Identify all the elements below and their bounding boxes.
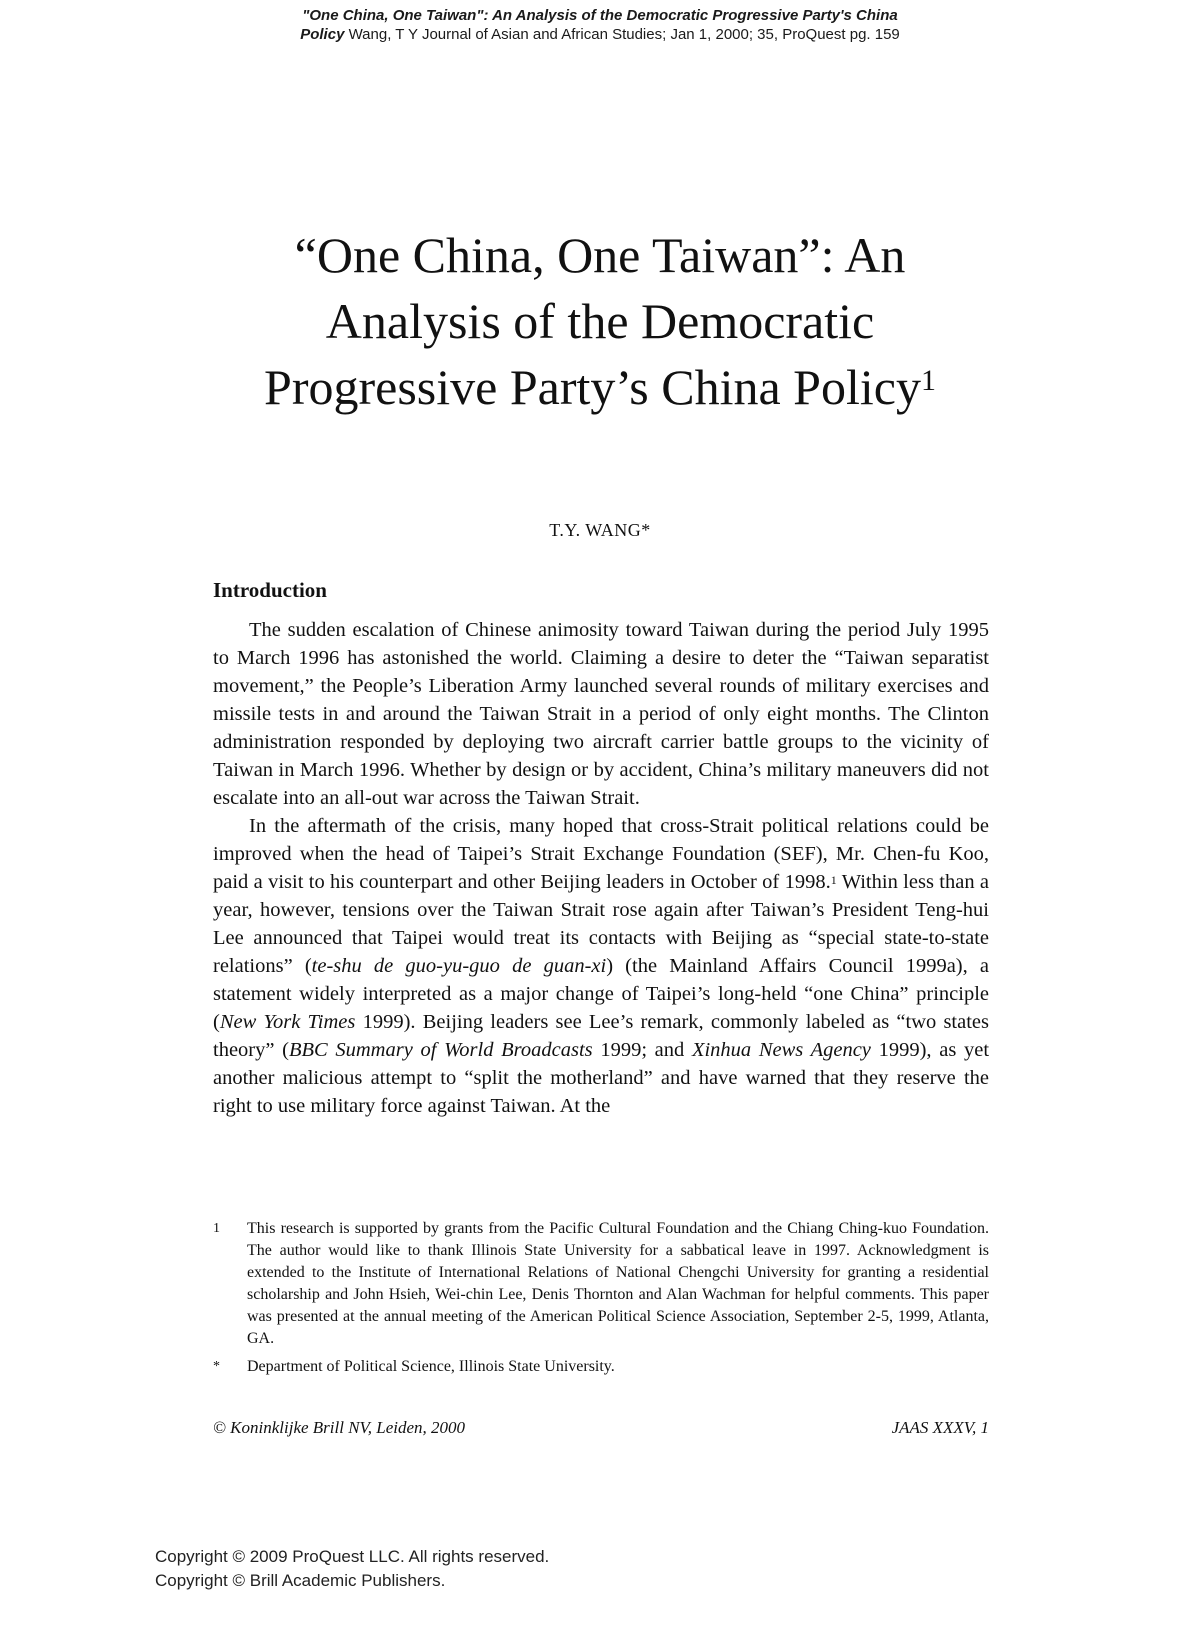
citation-header-source: Wang, T Y Journal of Asian and African Studies; Jan 1, 2000; 35, ProQuest pg. 159 xyxy=(344,26,900,43)
copyright-notice xyxy=(155,1545,549,1593)
journal-reference: JAAS XXXV, 1 xyxy=(891,1418,989,1437)
section-heading: Introduction xyxy=(213,578,327,602)
title-footnote-marker: 1 xyxy=(920,364,936,397)
footnote-1 xyxy=(213,1218,989,1350)
body-text xyxy=(213,616,989,1120)
title-line-1: “One China, One Taiwan”: An xyxy=(294,227,906,283)
copyright-line-2: Copyright © Brill Academic Publishers. xyxy=(155,1571,446,1590)
footnote-marker: 1 xyxy=(213,1221,220,1236)
citation-source: New York Times xyxy=(219,1011,356,1033)
paragraph-2-text: ) (the Mainland Affairs Council 1999a), a statement widely interpreted as a major change of Taipei’s long-held “one China” principle ( xyxy=(213,955,989,1033)
publisher-line: © Koninklijke Brill NV, Leiden, 2000 xyxy=(213,1418,466,1437)
title-line-3: Progressive Party’s China Policy xyxy=(264,359,921,415)
paragraph-2-text: In the aftermath of the crisis, many hoped that cross-Strait political relations could be improved when the head of Taipei’s Strait Exchange Foundation (SEF), Mr. Chen-fu Koo, paid a visit to his counterpart and other Beijing leaders in October of 1998. xyxy=(213,815,989,893)
citation-header-line1: "One China, One Taiwan": An Analysis of the Democratic Progressive Party's China xyxy=(302,7,898,24)
paragraph-2-text: 1999). Beijing leaders see Lee’s remark, commonly labeled as “two states theory” ( xyxy=(213,1011,989,1061)
title-line-2: Analysis of the Democratic xyxy=(325,293,875,349)
paragraph-2-text: 1999), as yet another malicious attempt to “split the motherland” and have warned that they reserve the right to use military force against Taiwan. At the xyxy=(213,1039,990,1117)
copyright-line-1: Copyright © 2009 ProQuest LLC. All rights reserved. xyxy=(155,1547,550,1566)
paragraph-2-text: 1999; and xyxy=(592,1039,692,1061)
author-name: T.Y. WANG* xyxy=(549,520,651,540)
paragraph-2-text: Within less than a year, however, tensions over the Taiwan Strait rose again after Taiwan’s President Teng-hui Lee announced that Taipei would treat its contacts with Beijing as “special state-to-state relations” ( xyxy=(213,871,990,977)
citation-source: Xinhua News Agency xyxy=(691,1039,871,1061)
article-title xyxy=(200,222,1000,420)
footnote-author xyxy=(213,1356,989,1378)
citation-header xyxy=(0,6,1200,44)
citation-header-title-end: Policy xyxy=(300,26,345,43)
paragraph-2 xyxy=(213,812,989,1120)
footnote-ref: 1 xyxy=(830,873,837,887)
citation-header-line2 xyxy=(0,25,1200,44)
footnotes xyxy=(213,1218,989,1384)
footnote-text: Department of Political Science, Illinois State University. xyxy=(247,1358,615,1375)
citation-source: BBC Summary of World Broadcasts xyxy=(288,1039,593,1061)
page-footer xyxy=(213,1418,989,1438)
italic-term: te-shu de guo-yu-guo de guan-xi xyxy=(311,955,607,977)
footnote-text: This research is supported by grants from the Pacific Cultural Foundation and the Chiang Ching-kuo Foundation. The author would like to thank Illinois State University for a sabbatical leave in 1997. Acknowledgment is extended to the Institute of International Relations of National Chengchi University for granting a residential scholarship and John Hsieh, Wei-chin Lee, Denis Thornton and Alan Wachman for helpful comments. This paper was presented at the annual meeting of the American Political Science Association, September 2-5, 1999, Atlanta, GA. xyxy=(247,1220,989,1347)
footnote-marker: * xyxy=(213,1359,220,1374)
paragraph-1: The sudden escalation of Chinese animosity toward Taiwan during the period July 1995 to March 1996 has astonished the world. Claiming a desire to deter the “Taiwan separatist movement,” the People’s Liberation Army launched several rounds of military exercises and missile tests in and around the Taiwan Strait in a period of only eight months. The Clinton administration responded by deploying two aircraft carrier battle groups to the vicinity of Taiwan in March 1996. Whether by design or by accident, China’s military maneuvers did not escalate into an all-out war across the Taiwan Strait. xyxy=(213,619,989,809)
